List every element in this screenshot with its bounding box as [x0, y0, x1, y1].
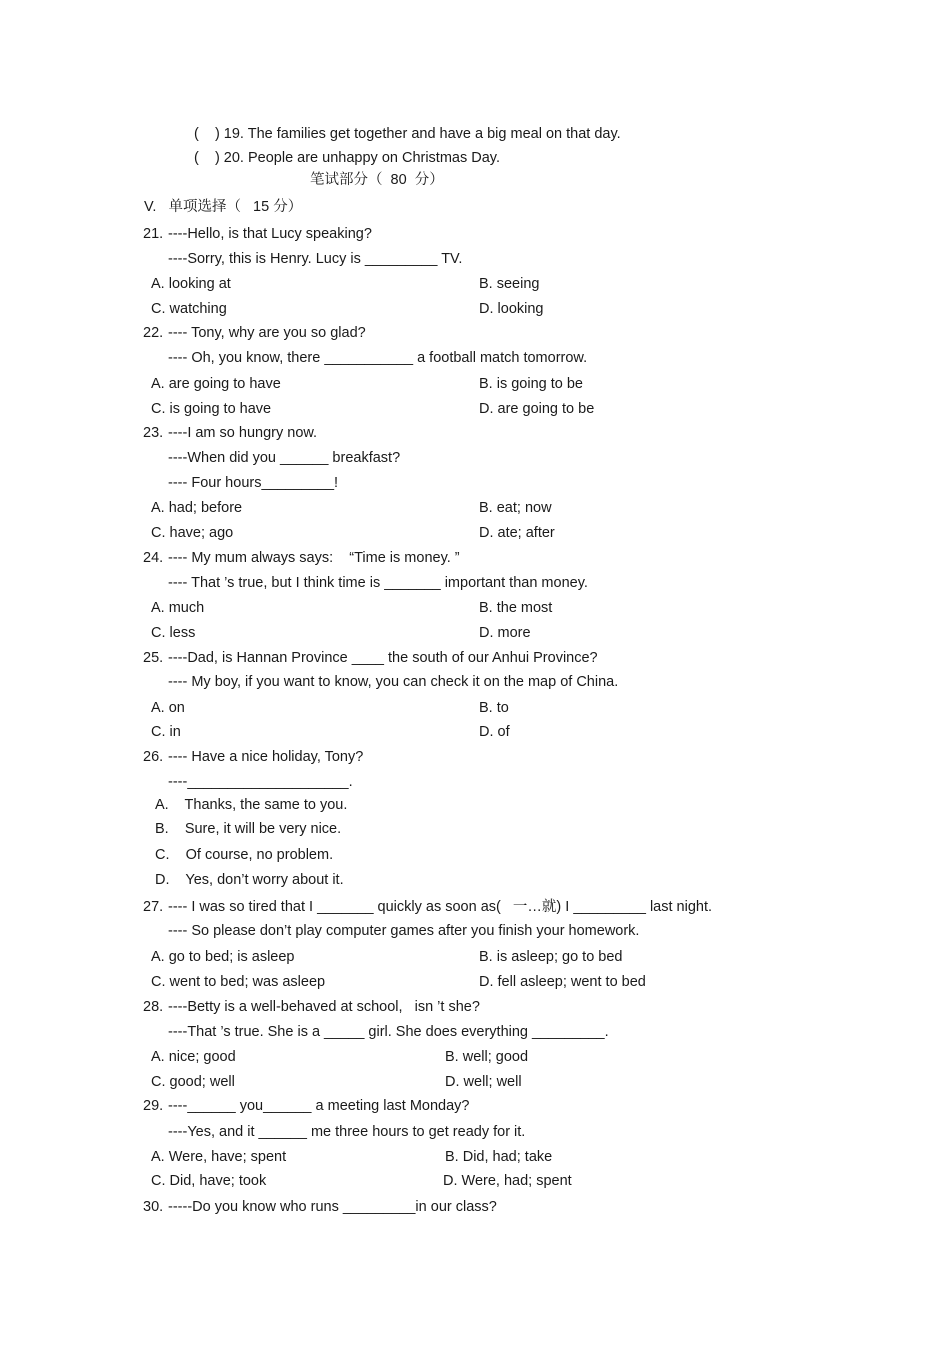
- option-b: B. Did, had; take: [445, 1149, 553, 1165]
- question-line: ----Betty is a well-behaved at school, isn ’t she?: [168, 999, 480, 1015]
- question-line: ----When did you ______ breakfast?: [168, 450, 401, 466]
- question-number: 24.: [143, 550, 164, 566]
- question-number: 23.: [143, 425, 164, 441]
- question-line: ---- My boy, if you want to know, you can check it on the map of China.: [168, 674, 619, 690]
- option-d: D. looking: [479, 301, 544, 317]
- option-a: A. much: [151, 600, 205, 616]
- question-line: ---- That ’s true, but I think time is _______ important than money.: [168, 575, 588, 591]
- question-line: ----Hello, is that Lucy speaking?: [168, 226, 372, 242]
- question-line: ---- My mum always says: “Time is money. ”: [168, 550, 460, 566]
- question-line: ----Yes, and it ______ me three hours to get ready for it.: [168, 1124, 526, 1140]
- written-part-header: 笔试部分（ 80 分）: [310, 172, 444, 188]
- section-v-title: V. 单项选择（ 15 分）: [144, 199, 303, 215]
- option-c: C. is going to have: [151, 401, 272, 417]
- option-b: B. to: [479, 700, 509, 716]
- option-d: D. are going to be: [479, 401, 595, 417]
- question-number: 21.: [143, 226, 164, 242]
- question-number: 28.: [143, 999, 164, 1015]
- option-d: D. more: [479, 625, 531, 641]
- option-b: B. well; good: [445, 1049, 529, 1065]
- question-line: ----Sorry, this is Henry. Lucy is _________ TV.: [168, 251, 463, 267]
- question-line: -----Do you know who runs _________in our class?: [168, 1199, 497, 1215]
- option-c: C. have; ago: [151, 525, 234, 541]
- question-line: ---- Four hours_________!: [168, 475, 339, 491]
- question-line: ----I am so hungry now.: [168, 425, 318, 441]
- option-d: D. Were, had; spent: [443, 1173, 572, 1189]
- option-a: A. nice; good: [151, 1049, 236, 1065]
- option-a: A. are going to have: [151, 376, 281, 392]
- option-b: B. is going to be: [479, 376, 583, 392]
- question-line: ---- Tony, why are you so glad?: [168, 325, 366, 341]
- question-number: 22.: [143, 325, 164, 341]
- option-c: C. less: [151, 625, 196, 641]
- question-line: ---- I was so tired that I _______ quickly as soon as( 一…就) I _________ last night.: [168, 899, 713, 915]
- option-b: B. Sure, it will be very nice.: [155, 821, 342, 837]
- option-d: D. Yes, don’t worry about it.: [155, 872, 344, 888]
- question-line: ---- So please don’t play computer games after you finish your homework.: [168, 923, 640, 939]
- option-c: C. watching: [151, 301, 227, 317]
- option-b: B. seeing: [479, 276, 540, 292]
- option-d: D. well; well: [445, 1074, 522, 1090]
- question-line: ----That ’s true. She is a _____ girl. She does everything _________.: [168, 1024, 609, 1040]
- question-number: 29.: [143, 1098, 164, 1114]
- option-c: C. good; well: [151, 1074, 235, 1090]
- question-line: ----______ you______ a meeting last Monday?: [168, 1098, 470, 1114]
- option-a: A. on: [151, 700, 185, 716]
- question-line: ----____________________.: [168, 774, 353, 790]
- option-a: A. had; before: [151, 500, 243, 516]
- option-d: D. of: [479, 724, 510, 740]
- question-line: ----Dad, is Hannan Province ____ the south of our Anhui Province?: [168, 650, 598, 666]
- option-b: B. is asleep; go to bed: [479, 949, 623, 965]
- option-b: B. the most: [479, 600, 553, 616]
- option-c: C. in: [151, 724, 181, 740]
- question-number: 25.: [143, 650, 164, 666]
- question-number: 27.: [143, 899, 164, 915]
- option-a: A. Thanks, the same to you.: [155, 797, 348, 813]
- option-a: A. looking at: [151, 276, 231, 292]
- option-c: C. went to bed; was asleep: [151, 974, 326, 990]
- question-number: 30.: [143, 1199, 164, 1215]
- option-b: B. eat; now: [479, 500, 552, 516]
- option-c: C. Did, have; took: [151, 1173, 267, 1189]
- option-a: A. Were, have; spent: [151, 1149, 287, 1165]
- option-d: D. fell asleep; went to bed: [479, 974, 646, 990]
- option-d: D. ate; after: [479, 525, 555, 541]
- question-line: ---- Oh, you know, there ___________ a football match tomorrow.: [168, 350, 588, 366]
- tf-item-20: ( ) 20. People are unhappy on Christmas Day.: [194, 150, 500, 166]
- tf-item-19: ( ) 19. The families get together and have a big meal on that day.: [194, 126, 621, 142]
- question-number: 26.: [143, 749, 164, 765]
- question-line: ---- Have a nice holiday, Tony?: [168, 749, 364, 765]
- option-a: A. go to bed; is asleep: [151, 949, 295, 965]
- option-c: C. Of course, no problem.: [155, 847, 334, 863]
